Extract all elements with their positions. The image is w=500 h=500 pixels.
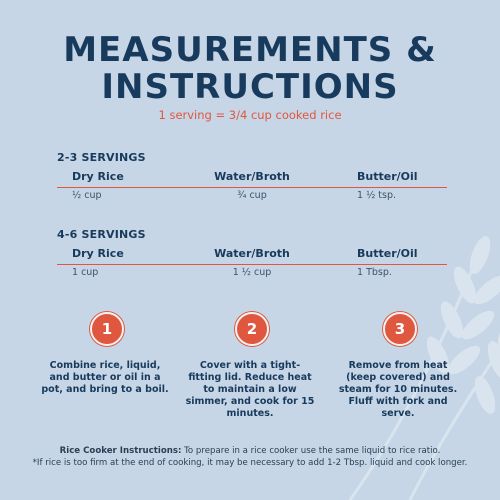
header-dry-rice: Dry Rice — [72, 170, 124, 183]
header-dry-rice: Dry Rice — [72, 247, 124, 260]
cell-dry-rice: 1 cup — [72, 267, 99, 278]
step-1-text: Combine rice, liquid, and butter or oil in a pot, and bring to a boil. — [41, 360, 169, 395]
rice-cooker-text: To prepare in a rice cooker use the same liquid to rice ratio. — [181, 446, 441, 456]
cell-water-broth: 1 ½ cup — [232, 267, 272, 278]
section-title-4-6-servings: 4-6 SERVINGS — [57, 228, 146, 241]
step-3-text: Remove from heat (keep covered) and steam for 10 minutes. Fluff with fork and serve. — [338, 360, 458, 419]
cell-dry-rice: ½ cup — [72, 190, 102, 201]
cell-butter-oil: 1 ½ tsp. — [357, 190, 397, 201]
header-butter-oil: Butter/Oil — [357, 247, 418, 260]
serving-size-subtitle: 1 serving = 3/4 cup cooked rice — [158, 108, 342, 122]
page-title-line-2: INSTRUCTIONS — [101, 67, 399, 107]
rice-cooker-label: Rice Cooker Instructions: — [59, 446, 182, 456]
section-title-2-3-servings: 2-3 SERVINGS — [57, 151, 146, 164]
step-1-number-badge: 1 — [90, 312, 124, 346]
table-header — [57, 244, 447, 265]
table-row — [57, 188, 447, 208]
header-butter-oil: Butter/Oil — [357, 170, 418, 183]
header-water-broth: Water/Broth — [214, 170, 290, 183]
step-3-number-badge: 3 — [383, 312, 417, 346]
header-water-broth: Water/Broth — [214, 247, 290, 260]
firm-rice-note: *If rice is too firm at the end of cooking, it may be necessary to add 1-2 Tbsp. liquid and cook longer. — [32, 458, 468, 468]
step-2-text: Cover with a tight-fitting lid. Reduce heat to maintain a low simmer, and cook for 15 minutes. — [185, 360, 315, 419]
step-2-number-badge: 2 — [235, 312, 269, 346]
cell-water-broth: ¾ cup — [237, 190, 267, 201]
cell-butter-oil: 1 Tbsp. — [357, 267, 392, 278]
table-row — [57, 265, 447, 285]
rice-cooker-instructions — [0, 446, 500, 456]
table-header — [57, 167, 447, 188]
page-title-line-1: MEASUREMENTS & — [63, 30, 437, 70]
